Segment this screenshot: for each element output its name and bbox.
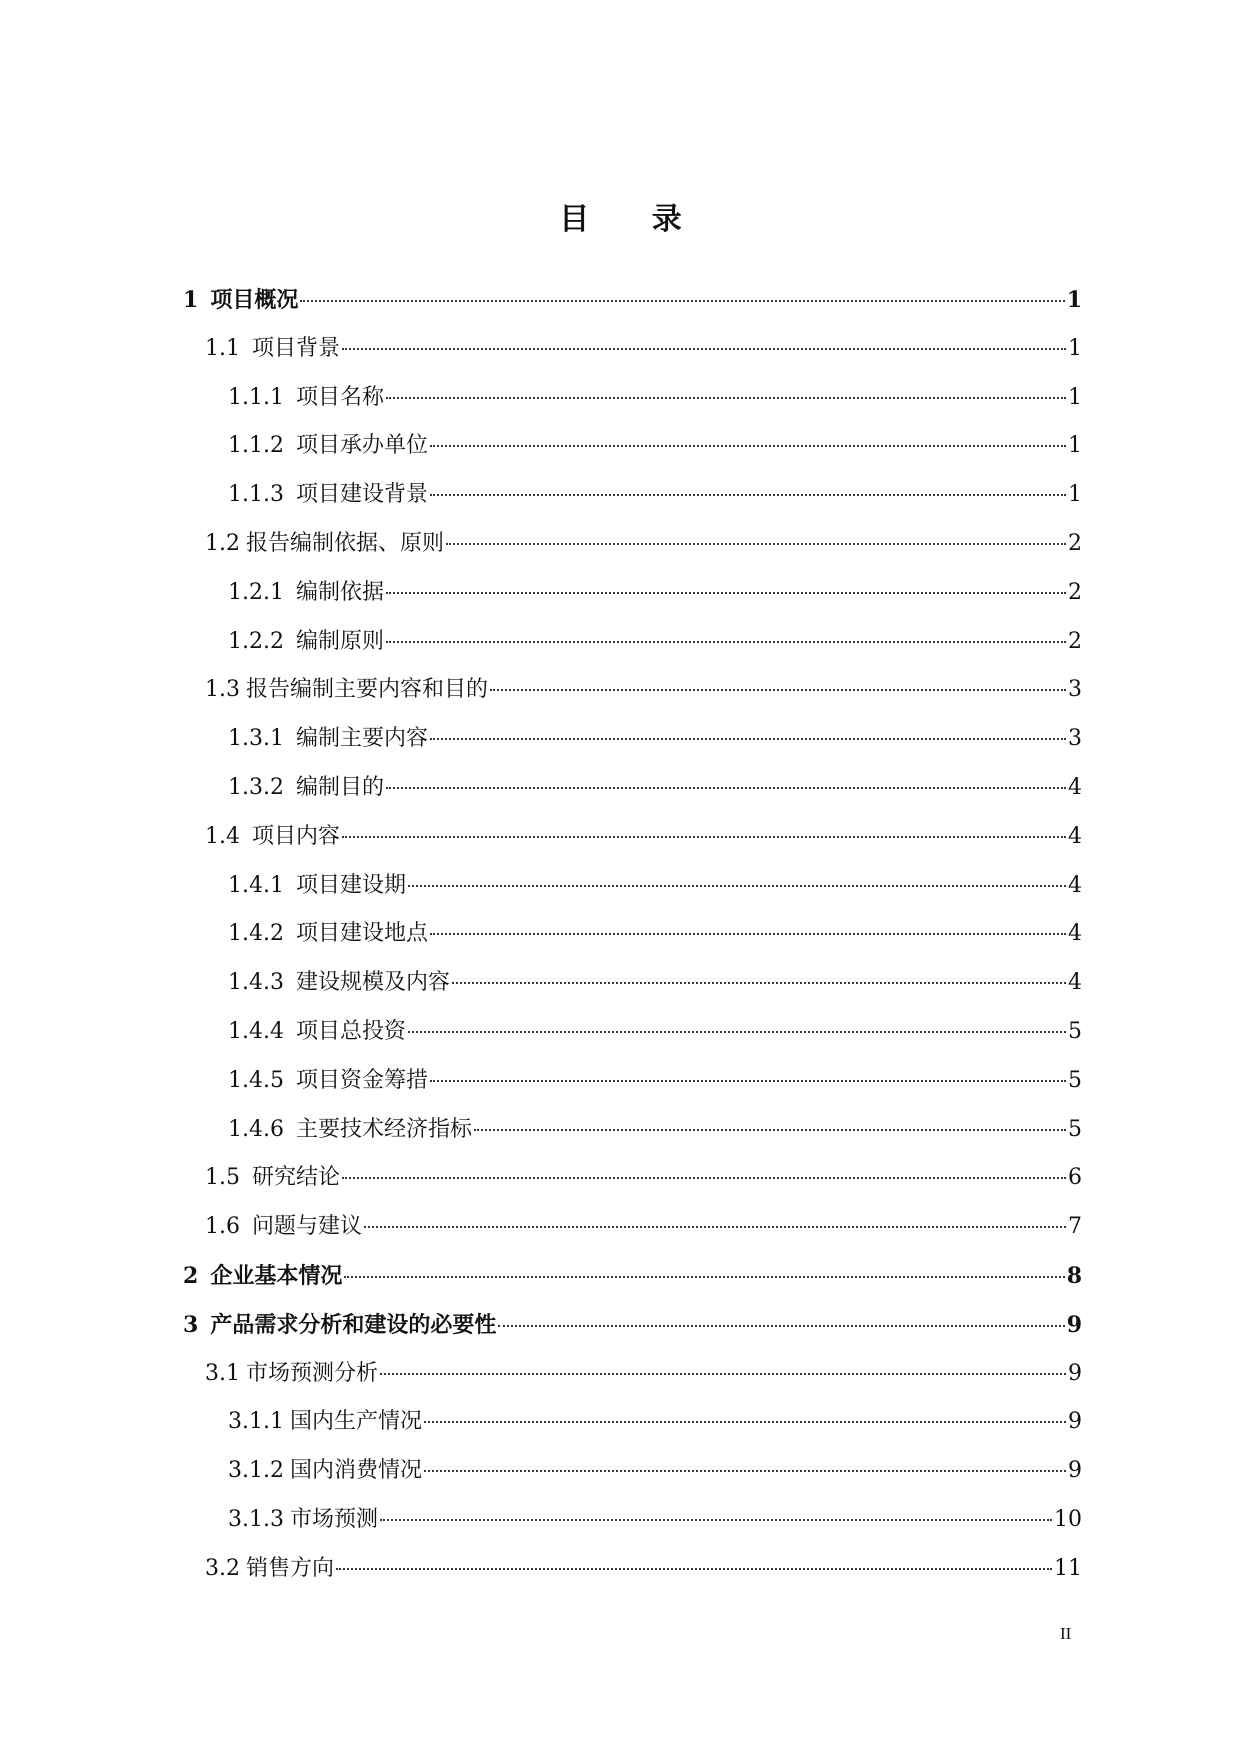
- toc-entry-title: 企业基本情况: [210, 1262, 343, 1289]
- toc-entry-page: 2: [1068, 628, 1082, 654]
- toc-entry-title: 市场预测分析: [246, 1360, 379, 1386]
- toc-entry-title: 主要技术经济指标: [295, 1116, 472, 1142]
- toc-entry-number: 1.3.2: [228, 774, 284, 800]
- toc-entry-page: 7: [1068, 1214, 1082, 1240]
- toc-entry-page: 9: [1068, 1458, 1082, 1484]
- toc-entry-title: 编制原则: [295, 628, 384, 654]
- toc-entry-title: 项目名称: [295, 384, 384, 410]
- toc-entry-number: 1.1.3: [228, 482, 284, 508]
- toc-entry[interactable]: [183, 1066, 1082, 1115]
- toc-entry-title: 项目内容: [252, 823, 341, 849]
- toc-entry-title: 项目承办单位: [295, 433, 428, 459]
- toc-entry-number: 1.4.2: [228, 921, 284, 947]
- toc-entry-number: 1.4: [205, 823, 240, 849]
- toc-dot-leader: [430, 445, 1066, 447]
- toc-entry[interactable]: [183, 773, 1082, 822]
- toc-entry[interactable]: [183, 919, 1082, 968]
- toc-entry-number: 1.5: [205, 1165, 240, 1191]
- toc-entry-title: 国内消费情况: [289, 1458, 422, 1484]
- toc-dot-leader: [452, 982, 1066, 984]
- toc-entry[interactable]: [183, 383, 1082, 432]
- toc-entry-page: 9: [1068, 1409, 1082, 1435]
- toc-entry[interactable]: [183, 675, 1082, 724]
- toc-dot-leader: [364, 1226, 1066, 1228]
- toc-entry[interactable]: [183, 1212, 1082, 1261]
- toc-entry-number: 1.2.1: [228, 579, 284, 605]
- toc-dot-leader: [386, 787, 1066, 789]
- toc-entry[interactable]: [183, 529, 1082, 578]
- toc-entry-title: 建设规模及内容: [295, 970, 450, 996]
- toc-entry[interactable]: [183, 627, 1082, 676]
- toc-entry-page: 4: [1068, 921, 1082, 947]
- toc-dot-leader: [474, 1129, 1066, 1131]
- toc-entry[interactable]: [183, 968, 1082, 1017]
- toc-dot-leader: [430, 933, 1066, 935]
- toc-entry-number: 1.2: [205, 530, 240, 556]
- toc-entry-page: 2: [1068, 530, 1082, 556]
- toc-entry-page: 3: [1068, 726, 1082, 752]
- toc-entry-page: 4: [1068, 823, 1082, 849]
- toc-entry-title: 市场预测: [289, 1506, 378, 1532]
- toc-entry-number: 1: [183, 287, 199, 313]
- toc-dot-leader: [300, 300, 1064, 302]
- toc-dot-leader: [498, 1325, 1064, 1327]
- toc-entry-number: 3.2: [205, 1555, 240, 1581]
- toc-entry-page: 8: [1066, 1262, 1082, 1289]
- toc-dot-leader: [342, 1177, 1066, 1179]
- toc-entry-page: 1: [1066, 287, 1082, 313]
- toc-entry-page: 11: [1054, 1555, 1082, 1581]
- toc-entry-number: 1.4.4: [228, 1018, 284, 1044]
- toc-entry[interactable]: [183, 1407, 1082, 1456]
- page-number: II: [1060, 1624, 1072, 1643]
- toc-entry[interactable]: [183, 578, 1082, 627]
- toc-entry-title: 项目建设期: [295, 872, 406, 898]
- toc-entry-title: 研究结论: [252, 1165, 341, 1191]
- toc-dot-leader: [386, 641, 1066, 643]
- toc-dot-leader: [386, 592, 1066, 594]
- toc-entry-title: 项目建设背景: [295, 482, 428, 508]
- toc-entry-page: 1: [1068, 384, 1082, 410]
- toc-entry[interactable]: [183, 480, 1082, 529]
- toc-dot-leader: [430, 1080, 1066, 1082]
- toc-entry-title: 项目资金筹措: [295, 1067, 428, 1093]
- toc-entry-title: 编制主要内容: [295, 726, 428, 752]
- toc-entry-page: 5: [1068, 1116, 1082, 1142]
- toc-entry-number: 1.2.2: [228, 628, 284, 654]
- table-of-contents: [183, 285, 1082, 1603]
- toc-entry-title: 编制目的: [295, 774, 384, 800]
- toc-dot-leader: [342, 836, 1066, 838]
- toc-entry-page: 4: [1068, 970, 1082, 996]
- toc-entry-title: 国内生产情况: [289, 1409, 422, 1435]
- toc-entry-page: 6: [1068, 1165, 1082, 1191]
- toc-entry[interactable]: [183, 1554, 1082, 1603]
- toc-entry-page: 1: [1068, 433, 1082, 459]
- toc-entry[interactable]: [183, 334, 1082, 383]
- toc-entry[interactable]: [183, 431, 1082, 480]
- toc-entry[interactable]: [183, 871, 1082, 920]
- toc-dot-leader: [430, 494, 1066, 496]
- toc-entry[interactable]: [183, 1261, 1082, 1310]
- toc-entry-number: 1.1: [205, 335, 240, 361]
- toc-entry-page: 5: [1068, 1018, 1082, 1044]
- toc-entry[interactable]: [183, 1456, 1082, 1505]
- toc-entry[interactable]: [183, 822, 1082, 871]
- toc-entry-number: 1.3.1: [228, 726, 284, 752]
- toc-dot-leader: [424, 1470, 1066, 1472]
- toc-dot-leader: [344, 1276, 1064, 1278]
- toc-entry-page: 10: [1054, 1506, 1082, 1532]
- toc-entry-number: 1.4.3: [228, 970, 284, 996]
- toc-entry-title: 编制依据: [295, 579, 384, 605]
- toc-entry-title: 项目概况: [210, 287, 299, 313]
- toc-entry-page: 4: [1068, 872, 1082, 898]
- page-title: 目 录: [559, 202, 708, 237]
- toc-entry-number: 3.1: [205, 1360, 240, 1386]
- toc-dot-leader: [490, 689, 1066, 691]
- toc-entry-page: 2: [1068, 579, 1082, 605]
- toc-entry-title: 报告编制依据、原则: [246, 530, 445, 556]
- toc-entry-page: 3: [1068, 677, 1082, 703]
- toc-entry-title: 项目背景: [252, 335, 341, 361]
- toc-entry-page: 5: [1068, 1067, 1082, 1093]
- toc-entry-number: 2: [183, 1262, 199, 1289]
- toc-entry-page: 9: [1066, 1311, 1082, 1338]
- toc-entry[interactable]: [183, 285, 1082, 334]
- toc-entry-number: 1.6: [205, 1214, 240, 1240]
- toc-dot-leader: [342, 348, 1066, 350]
- toc-entry[interactable]: [183, 1505, 1082, 1554]
- toc-entry-title: 产品需求分析和建设的必要性: [210, 1311, 497, 1338]
- toc-entry[interactable]: [183, 1017, 1082, 1066]
- toc-entry[interactable]: [183, 724, 1082, 773]
- toc-entry-number: 3.1.2: [228, 1458, 284, 1484]
- toc-entry-number: 3.1.3: [228, 1506, 284, 1532]
- toc-entry-number: 3.1.1: [228, 1409, 284, 1435]
- toc-entry-page: 1: [1068, 482, 1082, 508]
- toc-dot-leader: [408, 885, 1066, 887]
- toc-entry-number: 1.4.5: [228, 1067, 284, 1093]
- toc-entry[interactable]: [183, 1359, 1082, 1408]
- toc-entry[interactable]: [183, 1115, 1082, 1164]
- toc-dot-leader: [424, 1421, 1066, 1423]
- toc-dot-leader: [430, 738, 1066, 740]
- toc-entry-title: 报告编制主要内容和目的: [246, 677, 489, 703]
- toc-dot-leader: [380, 1519, 1052, 1521]
- toc-entry-title: 项目建设地点: [295, 921, 428, 947]
- toc-entry-number: 1.4.1: [228, 872, 284, 898]
- toc-entry-title: 问题与建议: [252, 1214, 363, 1240]
- toc-dot-leader: [386, 397, 1066, 399]
- toc-entry-page: 1: [1068, 335, 1082, 361]
- toc-entry[interactable]: [183, 1163, 1082, 1212]
- toc-entry-number: 3: [183, 1311, 199, 1338]
- toc-entry-number: 1.3: [205, 677, 240, 703]
- toc-entry-number: 1.4.6: [228, 1116, 284, 1142]
- toc-entry[interactable]: [183, 1310, 1082, 1359]
- toc-entry-title: 销售方向: [246, 1555, 335, 1581]
- toc-entry-title: 项目总投资: [295, 1018, 406, 1044]
- toc-dot-leader: [446, 543, 1066, 545]
- toc-entry-page: 9: [1068, 1360, 1082, 1386]
- toc-entry-number: 1.1.2: [228, 433, 284, 459]
- toc-dot-leader: [380, 1373, 1066, 1375]
- toc-dot-leader: [336, 1568, 1052, 1570]
- toc-dot-leader: [408, 1031, 1066, 1033]
- toc-entry-page: 4: [1068, 774, 1082, 800]
- toc-entry-number: 1.1.1: [228, 384, 284, 410]
